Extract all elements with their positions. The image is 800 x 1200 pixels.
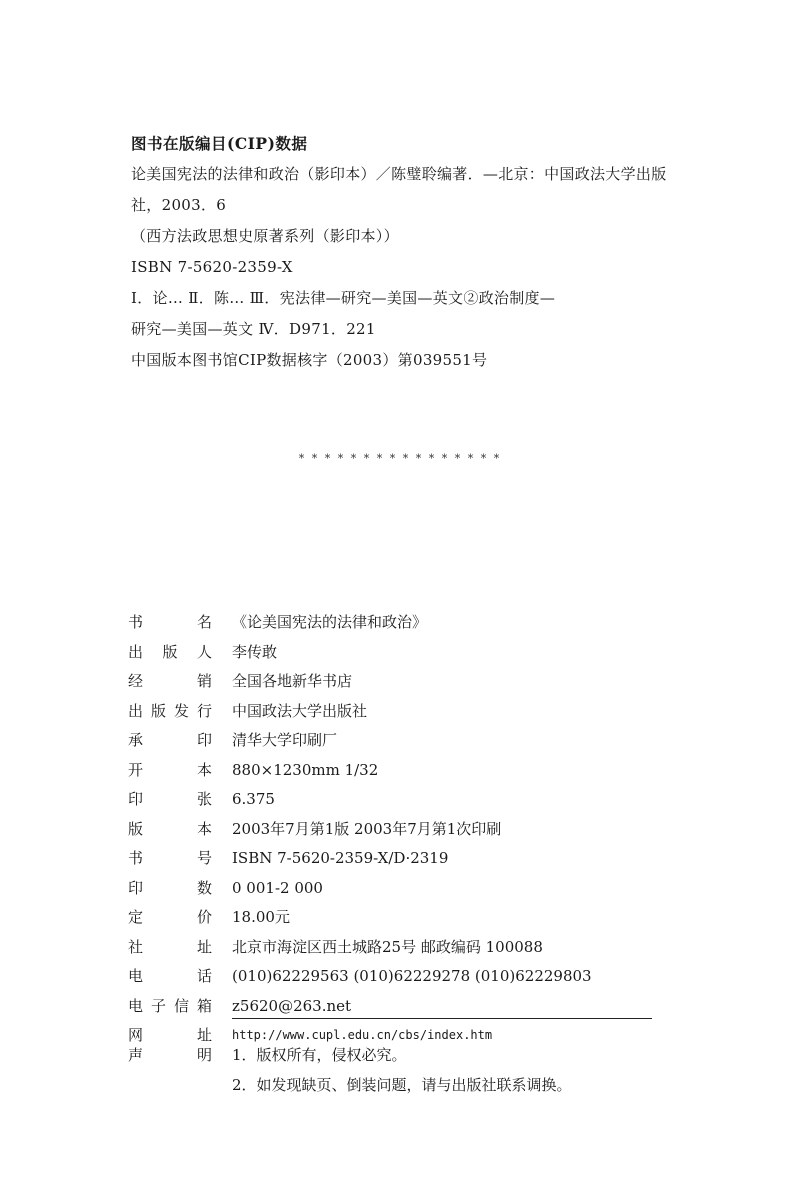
info-label: [128, 756, 212, 786]
info-row: [128, 785, 668, 815]
info-label: [128, 903, 212, 933]
info-label-char: 出: [128, 701, 144, 720]
info-label: [128, 844, 212, 874]
info-label-char: 本: [196, 819, 212, 838]
info-value: http://www.cupl.edu.cn/cbs/index.htm: [232, 1028, 493, 1042]
info-row: [128, 697, 668, 727]
info-label: [128, 815, 212, 845]
info-label-char: 箱: [196, 996, 212, 1015]
info-label-char: 信: [173, 996, 189, 1015]
info-label-char: 定: [128, 908, 144, 926]
info-value: 北京市海淀区西土城路25号 邮政编码 100088: [232, 937, 543, 956]
info-label-char: 址: [196, 937, 212, 956]
divider-rule: [232, 1018, 652, 1019]
info-label: [128, 726, 212, 756]
notice-label-char: 声: [128, 1046, 144, 1064]
info-label-char: 发: [173, 701, 189, 720]
info-row: [128, 756, 668, 786]
info-value: 880×1230mm 1/32: [232, 760, 379, 779]
info-label: [128, 697, 212, 727]
cip-block: [131, 128, 701, 376]
notice-line-2: 2．如发现缺页、倒装问题，请与出版社联系调换。: [232, 1076, 572, 1094]
cip-line: 社，2003．6: [131, 196, 227, 214]
cip-line: ISBN 7-5620-2359-X: [131, 258, 293, 276]
info-row: [128, 608, 668, 638]
info-label-char: 出: [128, 642, 144, 661]
info-label-char: 电: [128, 967, 144, 985]
info-label-char: 经: [128, 672, 144, 690]
info-value: ISBN 7-5620-2359-X/D·2319: [232, 849, 449, 867]
info-label: [128, 667, 212, 697]
info-value: 0 001-2 000: [232, 878, 323, 897]
cip-line: （西方法政思想史原著系列（影印本））: [131, 227, 399, 245]
info-label-char: 网: [128, 1026, 144, 1044]
info-row: [128, 667, 668, 697]
notice-label-char: 明: [196, 1046, 212, 1064]
cip-line: 论美国宪法的法律和政治（影印本）／陈璧聆编著．—北京：中国政法大学出版: [131, 165, 667, 183]
cip-line: 研究—美国—英文 Ⅳ．D971．221: [131, 320, 376, 338]
info-value: 《论美国宪法的法律和政治》: [232, 613, 428, 631]
info-label-char: 社: [128, 937, 144, 956]
info-label-char: 址: [196, 1026, 212, 1044]
info-row: [128, 815, 668, 845]
info-label: [128, 785, 212, 815]
info-label-char: 张: [196, 790, 212, 808]
info-label-char: 书: [128, 849, 144, 867]
info-row: [128, 933, 668, 963]
info-label-char: 销: [196, 672, 212, 690]
info-label-char: 承: [128, 731, 144, 749]
info-value: 6.375: [232, 790, 275, 808]
info-value: 2003年7月第1版 2003年7月第1次印刷: [232, 819, 502, 838]
info-label-char: 印: [196, 731, 212, 749]
info-value: 18.00元: [232, 908, 290, 926]
info-label: [128, 874, 212, 904]
info-label-char: 本: [196, 760, 212, 779]
info-label-char: 版: [128, 819, 144, 838]
info-value: 中国政法大学出版社: [232, 701, 368, 720]
info-row: [128, 844, 668, 874]
info-label-char: 电: [128, 996, 144, 1015]
info-label-char: 话: [196, 967, 212, 985]
info-label-char: 名: [196, 613, 212, 631]
info-label-char: 数: [196, 878, 212, 897]
star-separator: * * * * * * * * * * * * * * * *: [298, 452, 502, 465]
notice-label: [128, 1040, 212, 1070]
cip-line: 中国版本图书馆CIP数据核字（2003）第039551号: [131, 351, 488, 369]
info-label: [128, 933, 212, 963]
publication-info: [128, 608, 668, 1051]
info-row: [128, 962, 668, 992]
copyright-notice: [128, 1040, 688, 1100]
info-label: [128, 608, 212, 638]
info-value: 李传敢: [232, 642, 278, 661]
info-label-char: 书: [128, 613, 144, 631]
info-label-char: 版: [150, 701, 166, 720]
info-label-char: 印: [128, 790, 144, 808]
info-label-char: 号: [196, 849, 212, 867]
info-value: 全国各地新华书店: [232, 672, 353, 690]
info-label-char: 人: [196, 642, 212, 661]
info-row: [128, 874, 668, 904]
info-label-char: 行: [196, 701, 212, 720]
info-value: 清华大学印刷厂: [232, 731, 338, 749]
info-label-char: 版: [162, 642, 178, 661]
info-label-char: 子: [150, 996, 166, 1015]
info-label-char: 开: [128, 760, 144, 779]
cip-heading: 图书在版编目(CIP)数据: [131, 134, 308, 153]
info-label: [128, 962, 212, 992]
cip-line: Ⅰ．论… Ⅱ．陈… Ⅲ．宪法律—研究—美国—英文②政治制度—: [131, 289, 556, 307]
info-label-char: 印: [128, 878, 144, 897]
info-row: [128, 638, 668, 668]
info-value: z5620@263.net: [232, 996, 352, 1015]
info-row: [128, 903, 668, 933]
info-row: [128, 726, 668, 756]
info-row: [128, 992, 668, 1022]
info-label: [128, 638, 212, 668]
notice-line-1: 1．版权所有，侵权必究。: [232, 1046, 407, 1064]
info-label-char: 价: [196, 908, 212, 926]
info-value: (010)62229563 (010)62229278 (010)62229803: [232, 967, 592, 985]
info-label: [128, 992, 212, 1022]
